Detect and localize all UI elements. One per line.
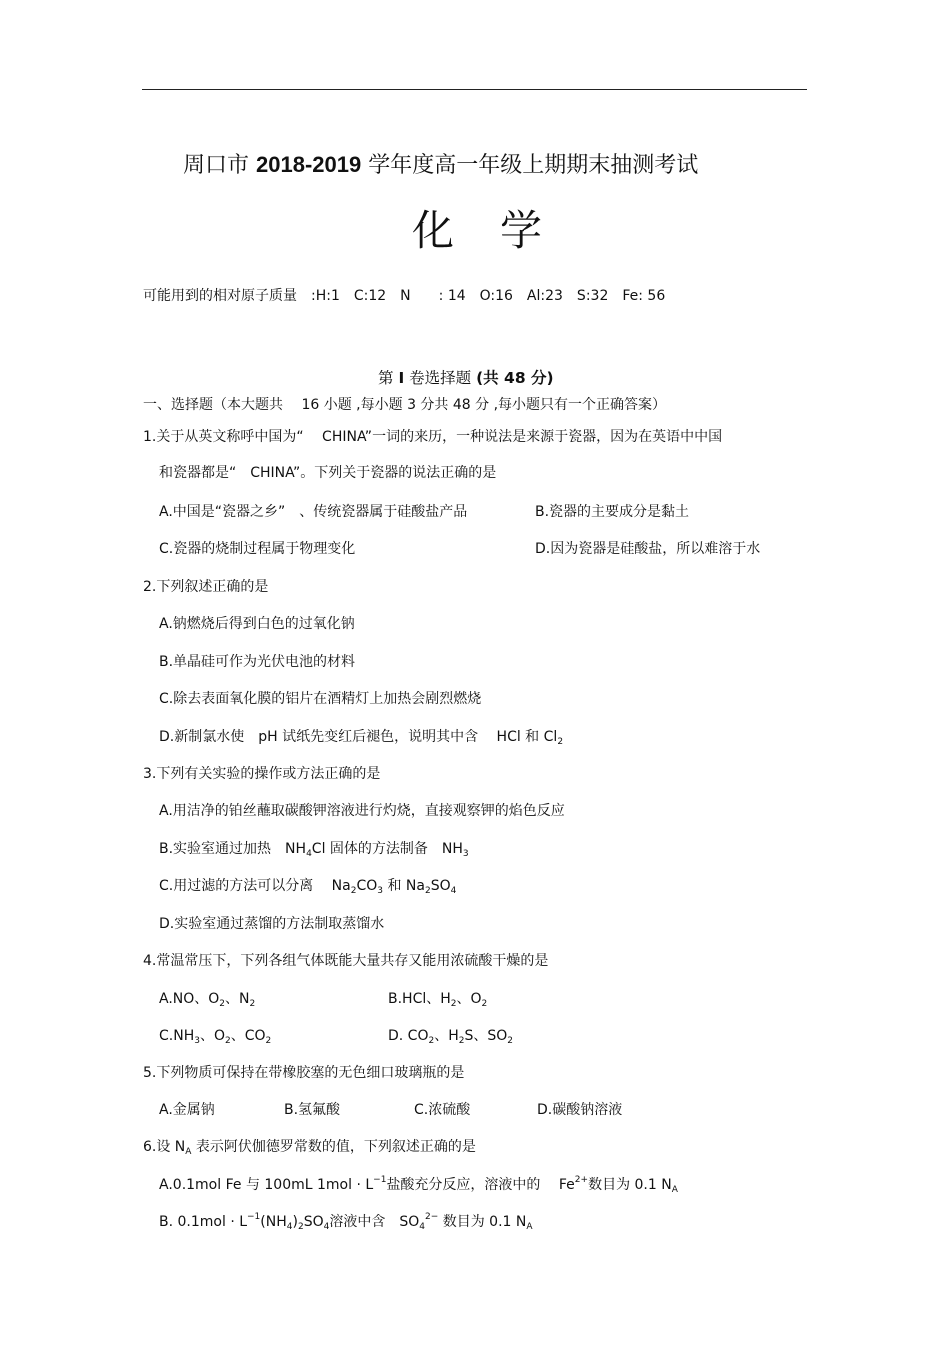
q4-stem: 4.常温常压下，下列各组气体既能大量共存又能用浓硫酸干燥的是	[143, 953, 549, 969]
q1-option-c: C.瓷器的烧制过程属于物理变化	[159, 541, 356, 557]
q1-option-d: D.因为瓷器是硅酸盐，所以难溶于水	[535, 541, 761, 557]
section-title: 第 I 卷选择题 (共 48 分)	[378, 369, 554, 387]
q3-option-c: C.用过滤的方法可以分离 $Na_2CO_3$ 和 $Na_2SO_4$	[159, 878, 457, 896]
q4-option-d: D. $CO_2$、$H_2S$、$SO_2$	[388, 1028, 514, 1046]
q2-stem: 2.下列叙述正确的是	[143, 579, 269, 595]
q2-option-c: C.除去表面氧化膜的铝片在酒精灯上加热会剧烈燃烧	[159, 691, 482, 707]
q4-option-b: B.HCl、$H_2$、$O_2$	[388, 991, 488, 1009]
q3-option-d: D.实验室通过蒸馏的方法制取蒸馏水	[159, 916, 385, 932]
q5-option-a: A.金属钠	[159, 1102, 215, 1118]
q5-stem: 5.下列物质可保持在带橡胶塞的无色细口玻璃瓶的是	[143, 1065, 465, 1081]
q5-option-c: C.浓硫酸	[414, 1102, 471, 1118]
q1-option-a: A.中国是“瓷器之乡” 、传统瓷器属于硅酸盐产品	[159, 504, 468, 520]
q5-option-d: D.碳酸钠溶液	[537, 1102, 623, 1118]
exam-title: 周口市 2018-2019 学年度高一年级上期期末抽测考试	[183, 152, 699, 178]
q3-option-b: B.实验室通过加热 $NH_4Cl$ 固体的方法制备 $NH_3$	[159, 841, 469, 859]
section-instructions: 一、选择题（本大题共 16 小题 ,每小题 3 分共 48 分 ,每小题只有一个正确答案）	[143, 397, 667, 413]
q1-option-b: B.瓷器的主要成分是黏土	[535, 504, 690, 520]
q5-option-b: B.氢氟酸	[284, 1102, 341, 1118]
q1-stem-line2: 和瓷器都是“ CHINA”。下列关于瓷器的说法正确的是	[159, 465, 497, 481]
q2-option-d: D.新制氯水使 pH 试纸先变红后褪色，说明其中含 HCl 和 $Cl_2$	[159, 729, 564, 747]
q6-option-a: A.0.1mol Fe 与 100mL $1mol \cdot L^{-1}$盐酸充分反应，溶液中的 $Fe^{2+}$数目为 0.1 $N_A$	[159, 1175, 678, 1195]
q2-option-a: A.钠燃烧后得到白色的过氧化钠	[159, 616, 355, 632]
subject-title: 化学	[412, 206, 589, 255]
q2-option-b: B.单晶硅可作为光伏电池的材料	[159, 654, 356, 670]
q3-stem: 3.下列有关实验的操作或方法正确的是	[143, 766, 381, 782]
q6-stem: 6.设 $N_A$ 表示阿伏伽德罗常数的值，下列叙述正确的是	[143, 1139, 476, 1157]
q1-stem-line1: 1.关于从英文称呼中国为“ CHINA”一词的来历，一种说法是来源于瓷器，因为在英语中中国	[143, 429, 723, 445]
atomic-masses: 可能用到的相对原子质量 :H:1 C:12 N : 14 O:16 Al:23 S:32 Fe: 56	[143, 288, 666, 304]
q4-option-c: $C.NH_3$、$O_2$、$CO_2$	[159, 1028, 272, 1046]
q4-option-a: A.NO、$O_2$、$N_2$	[159, 991, 256, 1009]
q6-option-b: B. $0.1mol \cdot L^{-1}(NH_4)_2SO_4$溶液中含 $SO_4^{2-}$ 数目为 0.1 $N_A$	[159, 1212, 533, 1232]
header-rule	[142, 89, 807, 90]
q3-option-a: A.用洁净的铂丝蘸取碳酸钾溶液进行灼烧，直接观察钾的焰色反应	[159, 803, 565, 819]
